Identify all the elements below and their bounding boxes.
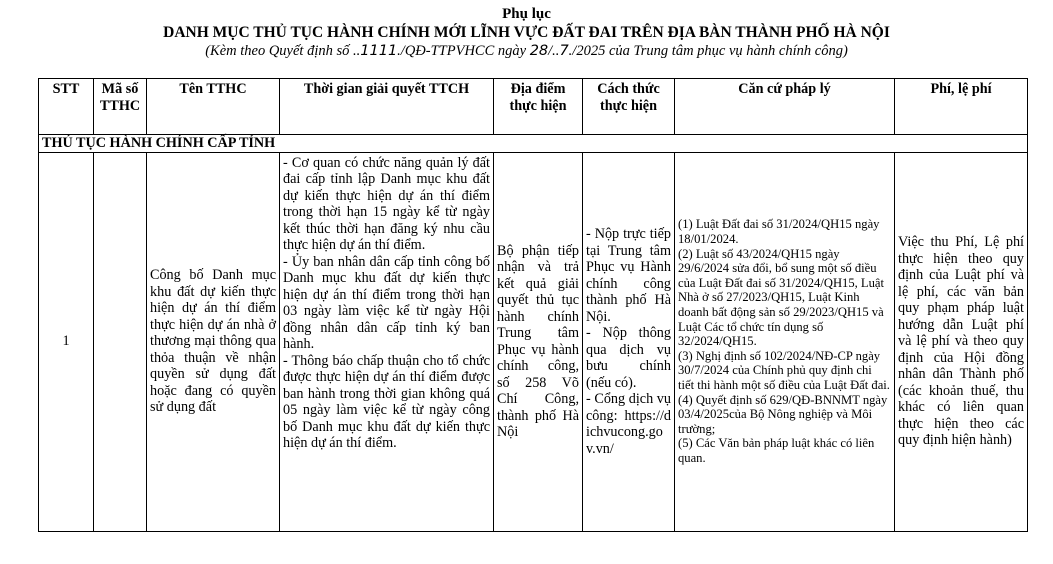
- col-header-name: Tên TTHC: [147, 79, 280, 135]
- method-item: - Nộp trực tiếp tại Trung tâm Phục vụ Hành chính công thành phố Hà Nội.: [586, 226, 671, 325]
- section-row: [39, 135, 1028, 153]
- cell-code: [94, 152, 147, 531]
- time-item: - Thông báo chấp thuận cho tổ chức được thực hiện dự án thí điểm được ban hành trong thời gian không quá 05 ngày làm việc kể từ ngày công bố Danh mục khu đất dự kiến thực hiện dự án thí điểm.: [283, 352, 490, 451]
- table-header-row: [39, 79, 1028, 135]
- cell-legal: [675, 152, 895, 531]
- procedures-table: [38, 78, 1028, 532]
- decision-prefix: (Kèm theo Quyết định số ..: [205, 43, 361, 59]
- legal-item: (2) Luật số 43/2024/QH15 ngày 29/6/2024 sửa đổi, bổ sung một số điều của Luật Đất đai số 31/2024/QH15, Luật Nhà ở số 27/2023/QH15, Luật Kinh doanh bất động sản số 29/2023/QH15 và Luật Các tổ chức tín dụng số 32/2024/QH15.: [678, 246, 885, 349]
- cell-time: [280, 152, 494, 531]
- decision-day: 28: [529, 43, 549, 59]
- col-header-place: Địa điểm thực hiện: [494, 79, 583, 135]
- table-row: [39, 152, 1028, 531]
- decision-mid: ./QĐ-TTPVHCC ngày: [397, 43, 530, 59]
- cell-method: [583, 152, 675, 531]
- method-item: - Cổng dịch vụ công: https://dichvucong.gov.vn/: [586, 391, 671, 457]
- col-header-stt: STT: [39, 79, 94, 135]
- legal-item: (5) Các Văn bản pháp luật khác có liên quan.: [678, 436, 875, 465]
- method-item: - Nộp thông qua dịch vụ bưu chính (nếu có).: [586, 325, 671, 391]
- decision-suffix: ./2025 của Trung tâm phục vụ hành chính công): [568, 43, 848, 59]
- col-header-code: Mã số TTHC: [94, 79, 147, 135]
- cell-fee: Việc thu Phí, Lệ phí thực hiện theo quy định của Luật phí và lệ phí, các văn bản quy phạm pháp luật hướng dẫn Luật phí và lệ phí và theo quy định của Hội đồng nhân dân Thành phố (các khoản thuế, thu khác có liên quan thực hiện theo các quy định hiện hành): [895, 152, 1028, 531]
- document-title: DANH MỤC THỦ TỤC HÀNH CHÍNH MỚI LĨNH VỰC ĐẤT ĐAI TRÊN ĐỊA BÀN THÀNH PHỐ HÀ NỘI: [163, 24, 890, 41]
- decision-reference: [0, 43, 1053, 60]
- cell-stt: 1: [39, 152, 94, 531]
- col-header-legal: Căn cứ pháp lý: [675, 79, 895, 135]
- decision-sep: /..: [548, 43, 560, 59]
- cell-place: Bộ phận tiếp nhận và trả kết quả giải quyết thủ tục hành chính Trung tâm Phục vụ hành chính công, số 258 Võ Chí Công, thành phố Hà Nội: [494, 152, 583, 531]
- legal-item: (4) Quyết định số 629/QĐ-BNNMT ngày 03/4/2025của Bộ Nông nghiệp và Môi trường;: [678, 392, 888, 436]
- decision-month: 7: [559, 43, 569, 59]
- cell-name: Công bố Danh mục khu đất dự kiến thực hiện dự án thí điểm thực hiện dự án nhà ở thương mại thông qua thỏa thuận về nhận quyền sử dụng đất hoặc đang có quyền sử dụng đất: [147, 152, 280, 531]
- section-title: THỦ TỤC HÀNH CHÍNH CẤP TỈNH: [39, 135, 1028, 153]
- col-header-time: Thời gian giải quyết TTCH: [280, 79, 494, 135]
- col-header-fee: Phí, lệ phí: [895, 79, 1028, 135]
- legal-item: (3) Nghị định số 102/2024/NĐ-CP ngày 30/7/2024 của Chính phủ quy định chi tiết thi hành một số điều của Luật Đất đai.: [678, 348, 890, 392]
- appendix-title: Phụ lục: [502, 6, 551, 22]
- time-item: - Ủy ban nhân dân cấp tỉnh công bố Danh mục khu đất dự kiến thực hiện dự án thí điểm trong thời hạn 03 ngày làm việc kể từ ngày Hội đồng nhân dân cấp tỉnh ký ban hành.: [283, 253, 490, 352]
- decision-number: 1111: [360, 43, 398, 59]
- col-header-method: Cách thức thực hiện: [583, 79, 675, 135]
- legal-item: (1) Luật Đất đai số 31/2024/QH15 ngày 18/01/2024.: [678, 217, 880, 247]
- time-item: - Cơ quan có chức năng quản lý đất đai cấp tỉnh lập Danh mục khu đất dự kiến thực hiện dự án thí điểm trong thời hạn 15 ngày kể từ ngày kết thúc thời hạn đăng ký nhu cầu thực hiện dự án thí điểm.: [283, 154, 490, 253]
